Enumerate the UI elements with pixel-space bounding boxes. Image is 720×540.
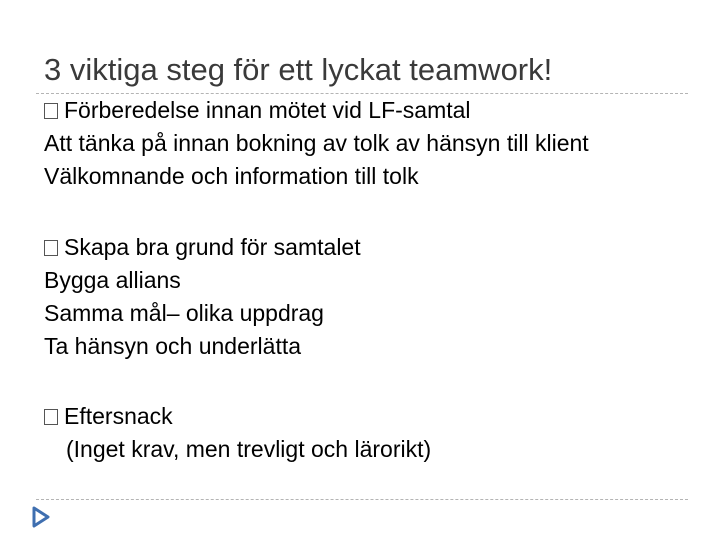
section-2 bbox=[44, 231, 361, 363]
arrow-right-icon bbox=[32, 506, 50, 528]
slide-title: 3 viktiga steg för ett lyckat teamwork! bbox=[44, 52, 553, 87]
section-2-heading: Skapa bra grund för samtalet bbox=[64, 234, 361, 260]
section-1-line-1: Att tänka på innan bokning av tolk av hänsyn till klient bbox=[44, 130, 589, 156]
section-2-line-1: Bygga allians bbox=[44, 267, 181, 293]
square-bullet-icon bbox=[44, 240, 58, 256]
section-3-heading: Eftersnack bbox=[64, 403, 173, 429]
section-1-heading: Förberedelse innan mötet vid LF-samtal bbox=[64, 97, 471, 123]
section-3-heading-row bbox=[44, 400, 431, 433]
section-2-heading-row bbox=[44, 231, 361, 264]
section-1-heading-row bbox=[44, 94, 589, 127]
section-1 bbox=[44, 94, 589, 193]
square-bullet-icon bbox=[44, 409, 58, 425]
section-3-line-1: (Inget krav, men trevligt och lärorikt) bbox=[66, 436, 432, 462]
section-2-line-3: Ta hänsyn och underlätta bbox=[44, 333, 302, 359]
footer-divider bbox=[36, 499, 688, 500]
square-bullet-icon bbox=[44, 103, 58, 119]
section-3 bbox=[44, 400, 431, 466]
section-2-line-2: Samma mål– olika uppdrag bbox=[44, 300, 324, 326]
section-1-line-2: Välkomnande och information till tolk bbox=[44, 163, 419, 189]
